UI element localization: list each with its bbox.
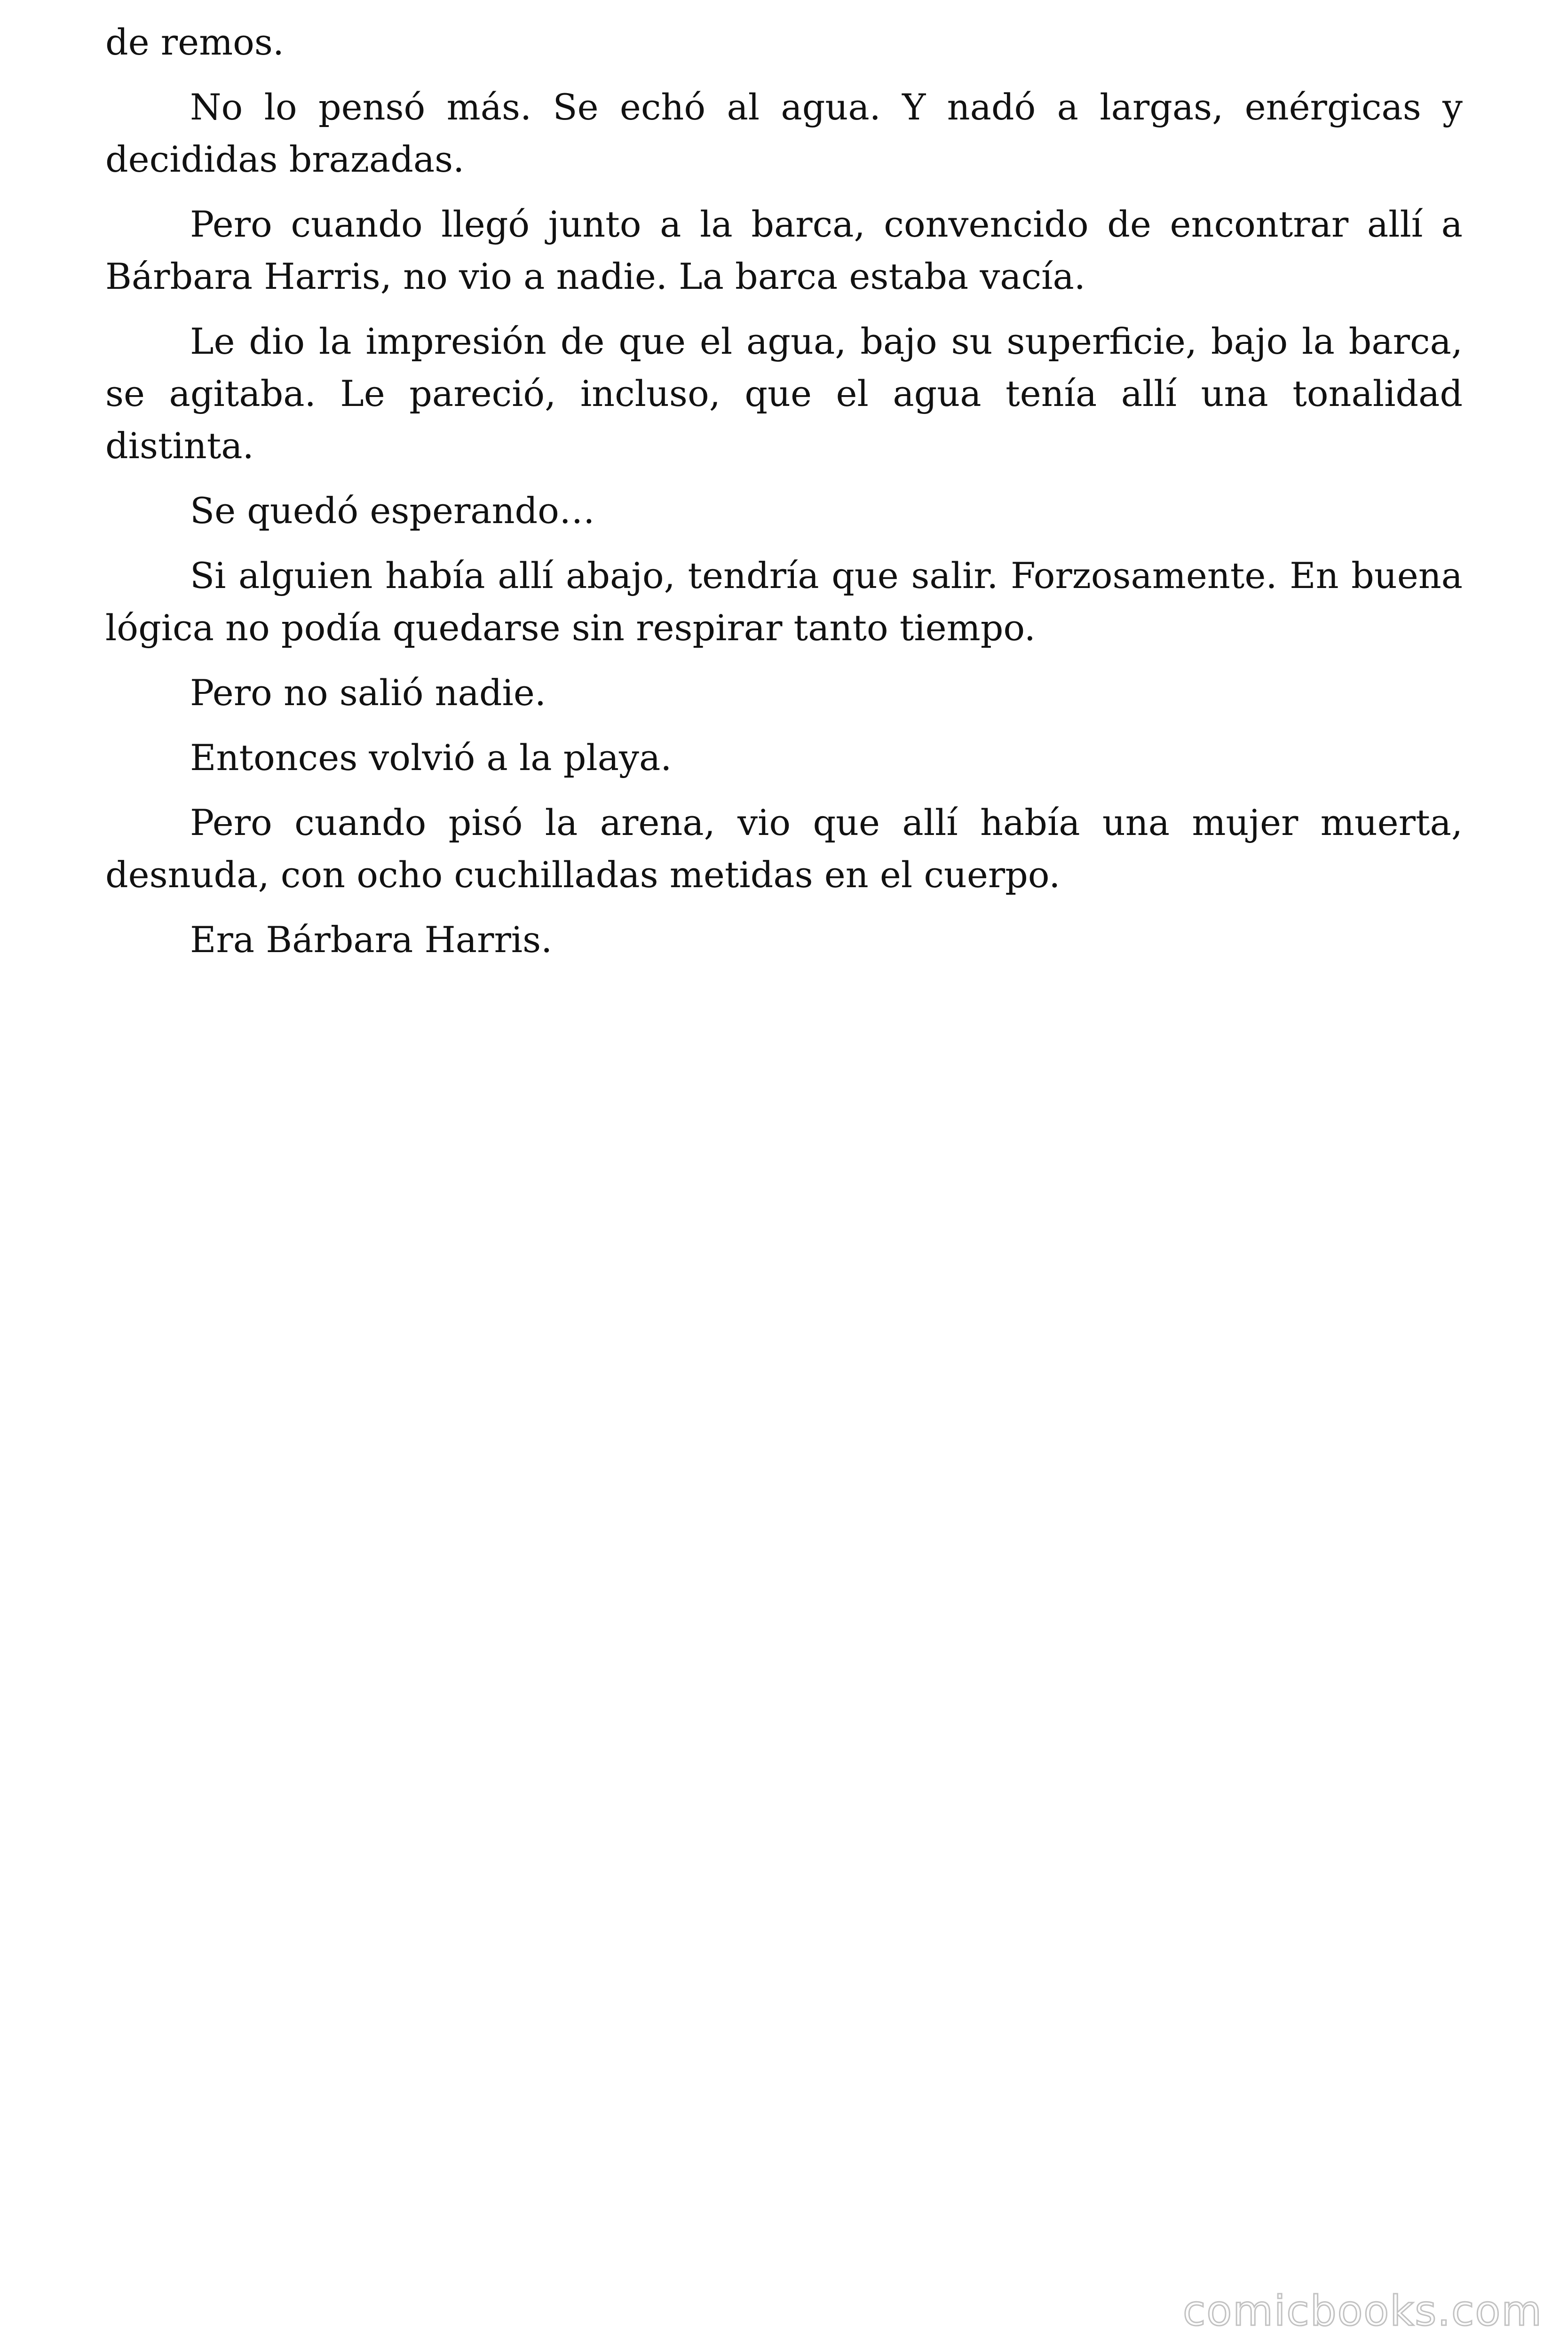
paragraph: Se quedó esperando… bbox=[190, 490, 595, 532]
paragraph: de remos. bbox=[105, 21, 285, 63]
paragraph: Pero cuando llegó junto a la barca, convencido de encontrar allí a Bárbara Harris, no vio a nadie. La barca estaba vacía. bbox=[105, 203, 1463, 297]
paragraph: Era Bárbara Harris. bbox=[190, 919, 553, 961]
paragraph: Le dio la impresión de que el agua, bajo su superficie, bajo la barca, se agitaba. Le pareció, incluso, que el agua tenía allí una tonalidad distinta. bbox=[105, 320, 1463, 467]
watermark: comicbooks.com bbox=[1182, 2287, 1543, 2335]
paragraph: No lo pensó más. Se echó al agua. Y nadó a largas, enérgicas y decididas brazadas. bbox=[105, 86, 1463, 180]
body-text bbox=[105, 16, 1463, 978]
paragraph: Entonces volvió a la playa. bbox=[190, 737, 672, 779]
paragraph: Pero cuando pisó la arena, vio que allí había una mujer muerta, desnuda, con ocho cuchilladas metidas en el cuerpo. bbox=[105, 802, 1463, 896]
paragraph: Si alguien había allí abajo, tendría que salir. Forzosamente. En buena lógica no podía quedarse sin respirar tanto tiempo. bbox=[105, 555, 1463, 649]
paragraph: Pero no salió nadie. bbox=[190, 672, 546, 714]
